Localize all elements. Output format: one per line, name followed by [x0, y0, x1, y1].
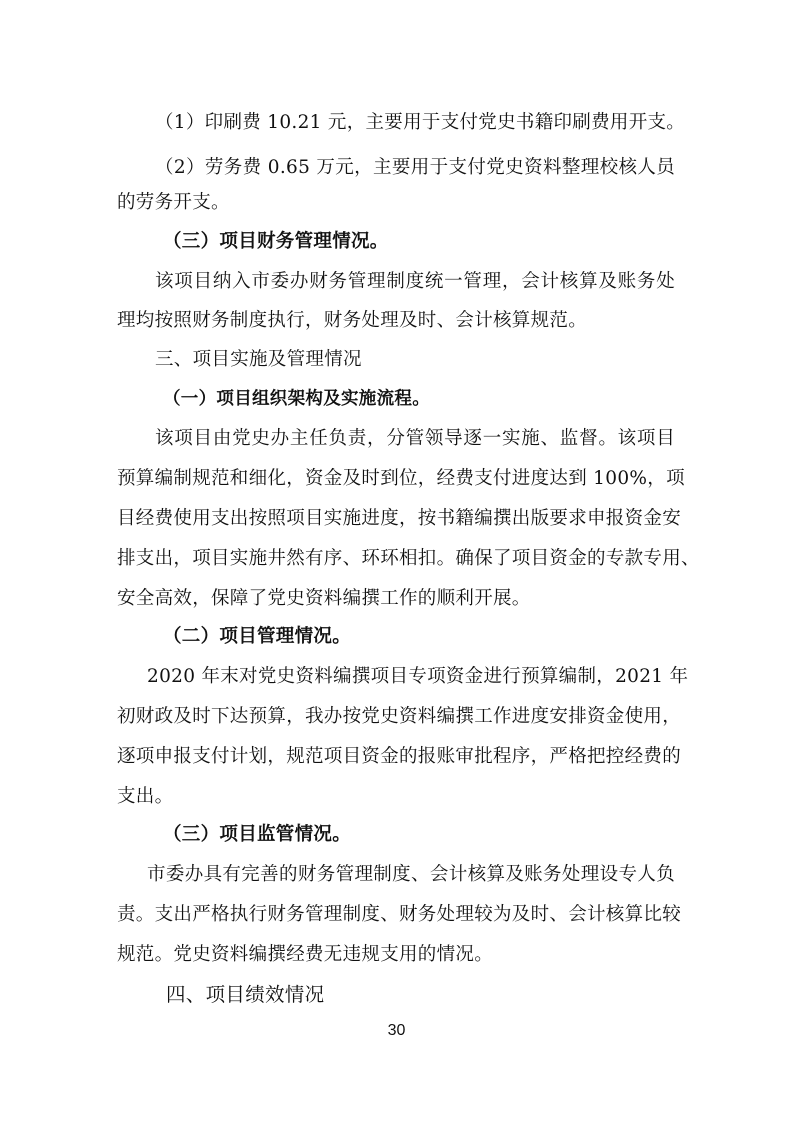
paragraph-line: 预算编制规范和细化，资金及时到位，经费支付进度达到 100%，项 [117, 468, 685, 489]
section-heading: （三）项目财务管理情况。 [163, 231, 389, 252]
paragraph-line: 安全高效，保障了党史资料编撰工作的顺利开展。 [117, 588, 531, 609]
paragraph-line: 理均按照财务制度执行，财务处理及时、会计核算规范。 [117, 310, 588, 331]
paragraph-line: 该项目由党史办主任负责，分管领导逐一实施、监督。该项目 [155, 428, 675, 449]
paragraph-line: 的劳务开支。 [117, 192, 230, 213]
paragraph-line: （2）劳务费 0.65 万元，主要用于支付党史资料整理校核人员 [155, 157, 675, 178]
page-number: 30 [387, 1022, 406, 1039]
paragraph-line: 逐项申报支付计划，规范项目资金的报账审批程序，严格把控经费的 [117, 746, 682, 767]
section-heading: 四、项目绩效情况 [166, 983, 325, 1006]
paragraph-line: 该项目纳入市委办财务管理制度统一管理，会计核算及账务处 [155, 271, 675, 292]
paragraph-line: （1）印刷费 10.21 元，主要用于支付党史书籍印刷费用开支。 [155, 112, 686, 133]
section-heading: （一）项目组织架构及实施流程。 [163, 389, 430, 409]
section-heading: （三）项目监管情况。 [163, 824, 352, 845]
paragraph-line: 规范。党史资料编撰经费无违规支用的情况。 [117, 944, 494, 965]
paragraph-line: 排支出，项目实施井然有序、环环相扣。确保了项目资金的专款专用、 [117, 548, 700, 569]
section-heading: 三、项目实施及管理情况 [155, 349, 362, 370]
paragraph-line: 责。支出严格执行财务管理制度、财务处理较为及时、会计核算比较 [117, 904, 682, 925]
paragraph-line: 目经费使用支出按照项目实施进度，按书籍编撰出版要求申报资金安 [117, 508, 682, 529]
paragraph-line: 2020 年末对党史资料编撰项目专项资金进行预算编制，2021 年 [147, 666, 689, 687]
section-heading: （二）项目管理情况。 [163, 626, 352, 647]
paragraph-line: 初财政及时下达预算，我办按党史资料编撰工作进度安排资金使用， [117, 706, 682, 727]
paragraph-line: 市委办具有完善的财务管理制度、会计核算及账务处理设专人负 [147, 864, 675, 885]
paragraph-line: 支出。 [117, 786, 174, 807]
